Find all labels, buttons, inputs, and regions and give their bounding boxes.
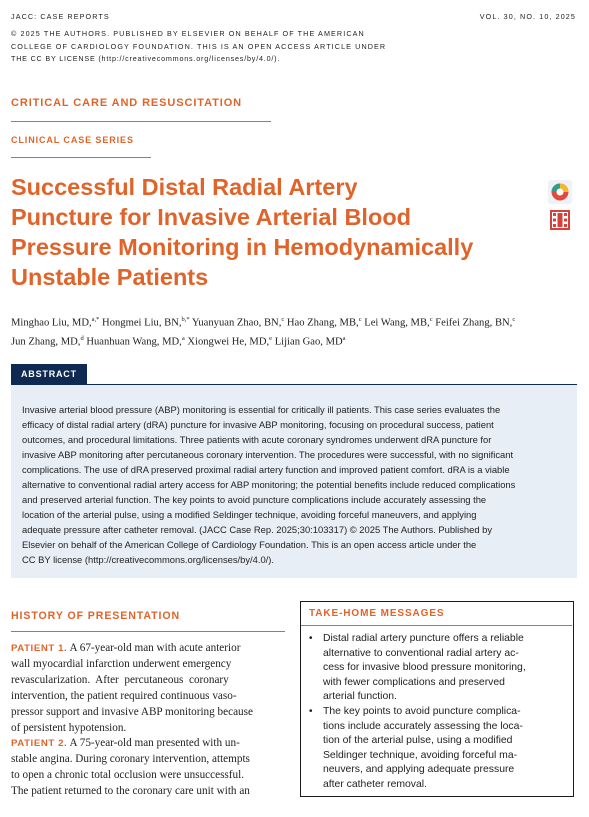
take-home-line: alternative to conventional radial artery ac- — [323, 647, 519, 659]
author-name: Minghao Liu, MD, — [11, 317, 92, 329]
title-line: Unstable Patients — [11, 264, 209, 290]
copyright-line[interactable]: THE CC BY LICENSE (http://creativecommons.org/licenses/by/4.0/). — [11, 54, 281, 63]
history-rule — [11, 631, 285, 632]
author-name: Hongmei Liu, BN, — [99, 317, 182, 329]
author-name: Hao Zhang, MB, — [284, 317, 359, 329]
take-home-heading: TAKE-HOME MESSAGES — [309, 608, 445, 619]
crossmark-icon[interactable] — [548, 180, 572, 204]
category-label: CRITICAL CARE AND RESUSCITATION — [11, 97, 242, 109]
author-affiliation: c — [429, 316, 433, 323]
copyright-block — [11, 28, 386, 66]
abstract-line: location of the arterial pulse, using a modified Seldinger technique, avoiding forceful maneuvers, and applying — [22, 509, 477, 520]
body-line: intervention, the patient required continuous vaso- — [11, 689, 237, 702]
author-affiliation: c — [281, 316, 285, 323]
author-name: Jun Zhang, MD, — [11, 336, 81, 348]
body-line — [11, 736, 287, 752]
abstract-line: outcomes, and procedural limitations. Three patients with acute coronary syndromes underwent dRA puncture for — [22, 434, 492, 445]
volume-info: VOL. 30, NO. 10, 2025 — [479, 12, 576, 21]
take-home-rule — [301, 625, 572, 626]
abstract-line: adequate pressure after catheter removal. (JACC Case Rep. 2025;30:103317) © 2025 The Authors. Published by — [22, 524, 493, 535]
author-affiliation: c — [358, 316, 362, 323]
author-affiliation: a,* — [91, 316, 100, 323]
author-line — [11, 331, 515, 350]
author-name: Feifei Zhang, BN, — [432, 317, 513, 329]
history-body — [11, 641, 287, 800]
title-line: Successful Distal Radial Artery — [11, 174, 358, 200]
body-line: wall myocardial infarction underwent emergency — [11, 657, 232, 670]
patient-2-tag: PATIENT 2. — [11, 738, 68, 750]
title-line: Pressure Monitoring in Hemodynamically — [11, 234, 474, 260]
article-title — [11, 172, 473, 292]
copyright-line: © 2025 THE AUTHORS. PUBLISHED BY ELSEVIER ON BEHALF OF THE AMERICAN — [11, 29, 365, 38]
abstract-line: complications. The use of dRA preserved proximal radial artery function and improved patient comfort. dRA is a viable — [22, 464, 510, 475]
author-name: Huanhuan Wang, MD, — [83, 336, 182, 348]
author-name: Lijian Gao, MD — [272, 336, 343, 348]
take-home-line: The key points to avoid puncture complica- — [323, 706, 521, 717]
abstract-line: efficacy of distal radial artery (dRA) puncture for invasive ABP monitoring, focusing on procedural success, patient — [22, 419, 494, 430]
abstract-line: invasive ABP monitoring after percutaneous coronary intervention. The procedures were successful, with no significant — [22, 449, 514, 460]
body-line: revascularization. After percutaneous coronary — [11, 673, 229, 686]
history-heading: HISTORY OF PRESENTATION — [11, 610, 181, 622]
series-label: CLINICAL CASE SERIES — [11, 135, 134, 145]
take-home-box — [300, 601, 574, 797]
author-line — [11, 312, 515, 331]
bullet-icon: • — [309, 706, 313, 717]
author-list — [11, 312, 515, 349]
take-home-line: arterial function. — [323, 691, 397, 703]
body-line: pressor support and invasive ABP monitoring because — [11, 705, 253, 718]
category-rule — [11, 121, 271, 122]
author-affiliation: a — [181, 334, 185, 342]
abstract-box — [11, 385, 577, 578]
take-home-line: Seldinger technique, avoiding forceful ma- — [323, 749, 518, 761]
author-affiliation: e — [269, 334, 273, 342]
take-home-line: neuvers, and applying adequate pressure — [323, 764, 515, 776]
body-line: stable angina. During coronary intervention, attempts — [11, 753, 250, 766]
take-home-line: Distal radial artery puncture offers a reliable — [323, 633, 524, 644]
abstract-line: and preserved arterial function. The key points to avoid puncture complications include accurately assessing the — [22, 494, 487, 505]
series-rule — [11, 157, 151, 158]
author-affiliation: b,* — [181, 316, 190, 323]
body-text: A 67-year-old man with acute anterior — [67, 642, 241, 654]
author-name: Lei Wang, MB, — [361, 317, 430, 329]
abstract-line: alternative to conventional radial artery access for ABP monitoring; the potential benefits include reduced complications — [22, 479, 516, 490]
abstract-label: ABSTRACT — [11, 364, 87, 384]
body-text: A 75-year-old man presented with un- — [67, 737, 240, 750]
patient-1-tag: PATIENT 1. — [11, 643, 68, 654]
author-name: Xiongwei He, MD, — [184, 336, 270, 348]
body-line: to open a chronic total occlusion were unsuccessful. — [11, 769, 244, 782]
author-affiliation: a — [342, 334, 346, 342]
body-line: of persistent hypotension. — [11, 721, 127, 734]
body-line — [11, 641, 287, 657]
take-home-line: after catheter removal. — [323, 778, 427, 790]
author-affiliation: d — [80, 334, 84, 342]
abstract-line: Invasive arterial blood pressure (ABP) monitoring is essential for critically ill patients. This case series evaluates the — [22, 404, 501, 415]
abstract-line: Elsevier on behalf of the American College of Cardiology Foundation. This is an open access article under the — [22, 539, 477, 550]
title-line: Puncture for Invasive Arterial Blood — [11, 204, 412, 230]
take-home-line: cess for invasive blood pressure monitoring, — [323, 662, 526, 674]
body-line: The patient returned to the coronary care unit with an — [11, 785, 250, 798]
journal-name: JACC: CASE REPORTS — [11, 12, 110, 21]
copyright-line: COLLEGE OF CARDIOLOGY FOUNDATION. THIS IS AN OPEN ACCESS ARTICLE UNDER — [11, 41, 387, 51]
author-affiliation: c — [512, 316, 516, 323]
abstract-line[interactable]: CC BY license (http://creativecommons.org/licenses/by/4.0/). — [22, 554, 275, 565]
bullet-icon: • — [309, 633, 313, 644]
take-home-line: tions include accurately assessing the loca- — [323, 720, 523, 732]
take-home-line: with fewer complications and preserved — [323, 676, 505, 688]
author-name: Yuanyuan Zhao, BN, — [189, 317, 282, 329]
take-home-line: tion of the arterial pulse, using a modified — [323, 735, 513, 747]
video-icon[interactable] — [550, 210, 570, 230]
